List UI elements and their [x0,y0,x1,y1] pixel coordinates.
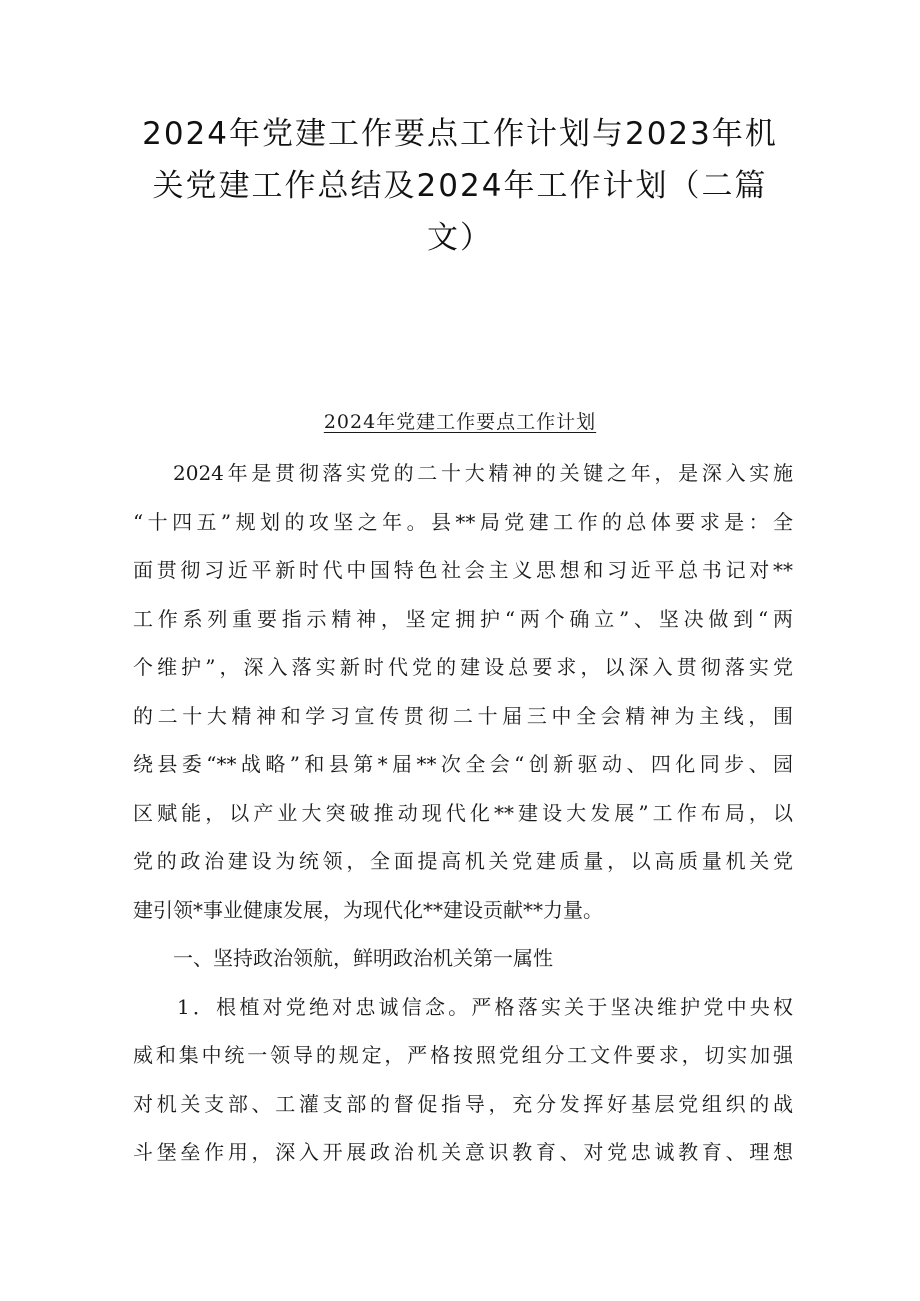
body-line: 1．根植对党绝对忠诚信念。严格落实关于坚决维护党中央权 [177,994,793,1019]
body-text [133,449,793,1177]
body-line: “十四五”规划的攻坚之年。县**局党建工作的总体要求是：全 [133,509,793,534]
body-line: 威和集中统一领导的规定，严格按照党组分工文件要求，切实加强 [133,1043,793,1067]
body-line: 对机关支部、工灌支部的督促指导，充分发挥好基层党组织的战 [133,1091,793,1116]
title-line-1: 2024年党建工作要点工作计划与2023年机 [142,116,778,152]
subheading-line: 一、坚持政治领航，鲜明政治机关第一属性 [173,946,553,970]
body-line: 建引领*事业健康发展，为现代化**建设贡献**力量。 [133,897,603,922]
body-line: 2024年是贯彻落实党的二十大精神的关键之年，是深入实施 [173,461,793,485]
section-heading-text: 2024年党建工作要点工作计划 [323,411,597,433]
body-line: 区赋能，以产业大突破推动现代化**建设大发展”工作布局，以 [133,800,793,825]
title-line-3: 文） [427,220,493,256]
body-line: 党的政治建设为统领，全面提高机关党建质量，以高质量机关党 [133,849,793,873]
body-line: 工作系列重要指示精神，坚定拥护“两个确立”、坚决做到“两 [133,606,793,631]
document-title [110,108,810,264]
section-heading [0,408,920,436]
body-line: 绕县委“**战略”和县第*届**次全会“创新驱动、四化同步、园 [133,752,793,776]
body-line: 个维护”，深入落实新时代党的建设总要求，以深入贯彻落实党 [133,655,793,679]
title-line-2: 关党建工作总结及2024年工作计划（二篇 [152,168,768,204]
body-line: 的二十大精神和学习宣传贯彻二十届三中全会精神为主线，围 [133,703,793,728]
body-line: 面贯彻习近平新时代中国特色社会主义思想和习近平总书记对** [133,558,793,582]
body-line: 斗堡垒作用，深入开展政治机关意识教育、对党忠诚教育、理想 [133,1140,793,1164]
